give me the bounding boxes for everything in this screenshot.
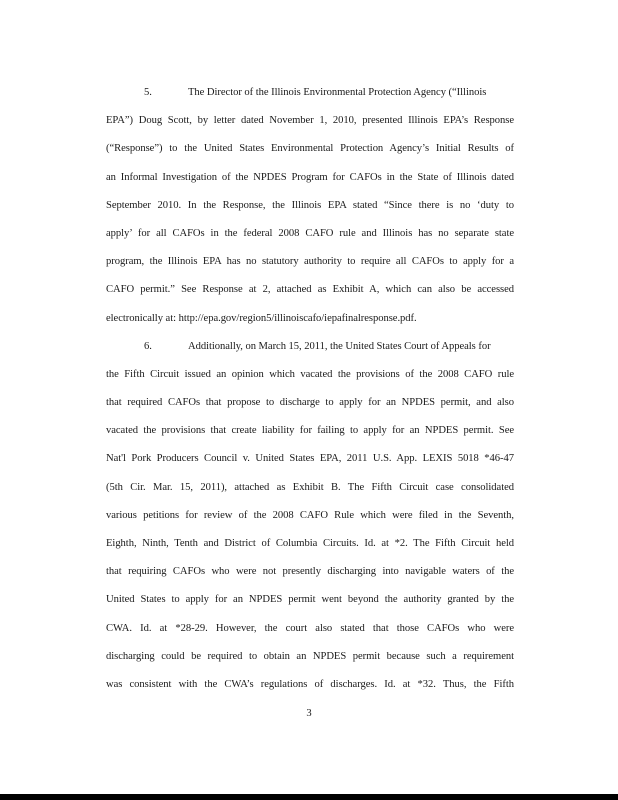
text-line: program, the Illinois EPA has no statutory authority to require all CAFOs to apply for a [106,256,514,268]
text-line: Eighth, Ninth, Tenth and District of Columbia Circuits. Id. at *2. The Fifth Circuit held [106,538,514,549]
text-line: an Informal Investigation of the NPDES Program for CAFOs in the State of Illinois dated [106,171,514,183]
text-line: electronically at: http://epa.gov/region5/illinoiscafo/iepafinalresponse.pdf. [106,312,417,324]
paragraph-number: 6. [144,340,152,352]
bottom-border [0,794,618,800]
text-line: the Fifth Circuit issued an opinion which vacated the provisions of the 2008 CAFO rule [106,368,514,380]
text-line: that required CAFOs that propose to discharge to apply for an NPDES permit, and also [106,397,514,409]
text-line: Nat'l Pork Producers Council v. United States EPA, 2011 U.S. App. LEXIS 5018 *46-47 [106,453,514,465]
paragraph-5 [106,79,514,333]
text-line: United States to apply for an NPDES permit went beyond the authority granted by the [106,594,514,606]
text-line: September 2010. In the Response, the Illinois EPA stated “Since there is no ‘duty to [106,199,514,211]
paragraph-number: 5. [144,87,152,98]
paragraph-6 [106,333,514,699]
text-line: (“Response”) to the United States Environmental Protection Agency’s Initial Results of [106,143,514,155]
body-text [106,79,514,699]
text-line: that requiring CAFOs who were not presently discharging into navigable waters of the [106,566,514,578]
text-line: discharging could be required to obtain an NPDES permit because such a requirement [106,650,514,662]
text-line: CWA. Id. at *28-29. However, the court also stated that those CAFOs who were [106,622,514,634]
text-line: (5th Cir. Mar. 15, 2011), attached as Exhibit B. The Fifth Circuit case consolidated [106,481,514,493]
page-number: 3 [306,708,312,719]
text-line: EPA”) Doug Scott, by letter dated November 1, 2010, presented Illinois EPA’s Response [106,115,514,127]
text-line: apply’ for all CAFOs in the federal 2008 CAFO rule and Illinois has no separate state [106,227,514,239]
text-line: vacated the provisions that create liability for failing to apply for an NPDES permit. See [106,425,514,437]
text-line: CAFO permit.” See Response at 2, attached as Exhibit A, which can also be accessed [106,284,514,296]
text-line: various petitions for review of the 2008 CAFO Rule which were filed in the Seventh, [106,509,514,521]
text-line: 5. The Director of the Illinois Environmental Protection Agency (“Illinois [106,79,514,107]
text-line: 6. Additionally, on March 15, 2011, the United States Court of Appeals for [106,333,514,361]
text-line: was consistent with the CWA’s regulations of discharges. Id. at *32. Thus, the Fifth [106,678,514,690]
